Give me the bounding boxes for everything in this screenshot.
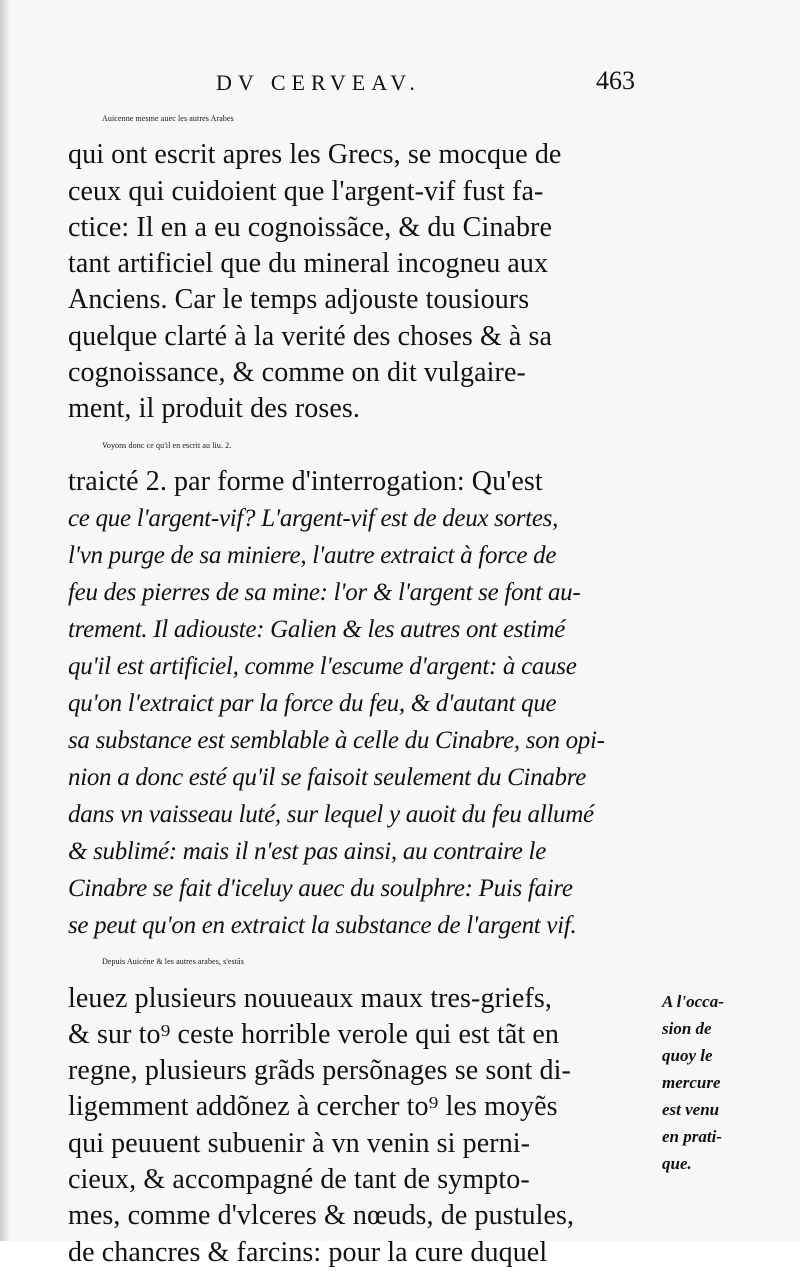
text-line: & sublimé: mais il n'est pas ainsi, au contraire le <box>68 838 546 866</box>
text-line: ceux qui cuidoient que l'argent-vif fust fa- <box>68 175 544 207</box>
text-line: qu'il est artificiel, comme l'escume d'argent: à cause <box>68 653 577 681</box>
text-line: trement. Il adiouste: Galien & les autres ont estimé <box>68 616 566 644</box>
margin-note <box>662 988 782 1177</box>
text-line: Cinabre se fait d'iceluy auec du soulphre: Puis faire <box>68 875 573 903</box>
text-line: l'vn purge de sa miniere, l'autre extraict à force de <box>68 542 557 570</box>
text-line: Voyons donc ce qu'il en escrit au liu. 2. <box>102 440 232 450</box>
text-line: ce que l'argent-vif? L'argent-vif est de deux sortes, <box>68 505 559 533</box>
running-head: DV CERVEAV. <box>216 70 421 95</box>
margin-note-line: en prati- <box>662 1127 722 1146</box>
text-line: qui peuuent subuenir à vn venin si perni- <box>68 1127 531 1159</box>
text-line: dans vn vaisseau luté, sur lequel y auoit du feu allumé <box>68 801 594 829</box>
text-line: cognoissance, & comme on dit vulgaire- <box>68 357 526 389</box>
margin-note-line: que. <box>662 1154 692 1173</box>
text-line: quelque clarté à la verité des choses & à sa <box>68 320 553 352</box>
text-line: nion a donc esté qu'il se faisoit seulement du Cinabre <box>68 764 587 792</box>
body-text <box>68 101 648 1271</box>
page-number: 463 <box>596 66 635 95</box>
text-line: regne, plusieurs grãds persõnages se sont di- <box>68 1055 571 1087</box>
text-line: traicté 2. par forme d'interrogation: Qu'est <box>68 465 543 497</box>
text-line: cieux, & accompagné de tant de sympto- <box>68 1164 530 1196</box>
margin-note-line: mercure <box>662 1073 721 1092</box>
text-line: ment, il produit des roses. <box>68 393 360 425</box>
text-line: ctice: Il en a eu cognoissãce, & du Cinabre <box>68 211 553 243</box>
margin-note-line: sion de <box>662 1019 712 1038</box>
page-edge-shadow <box>0 0 10 1241</box>
text-line: leuez plusieurs nouueaux maux tres-griefs, <box>68 982 552 1014</box>
text-line: Auicenne mesme auec les autres Arabes <box>102 114 234 123</box>
margin-note-line: est venu <box>662 1100 720 1119</box>
text-line: qu'on l'extraict par la force du feu, & d'autant que <box>68 690 557 718</box>
text-line: de chancres & farcins: pour la cure duquel <box>68 1236 548 1268</box>
text-line: sa substance est semblable à celle du Cinabre, son opi- <box>68 727 605 755</box>
text-line: mes, comme d'vlceres & nœuds, de pustules, <box>68 1200 575 1232</box>
margin-note-line: A l'occa- <box>662 992 724 1011</box>
text-line: Depuis Auicéne & les autres arabes, s'estãs <box>102 957 244 967</box>
margin-note-line: quoy le <box>662 1046 713 1065</box>
text-line: se peut qu'on en extraict la substance de l'argent vif. <box>68 912 577 940</box>
text-line: tant artificiel que du mineral incogneu aux <box>68 248 549 280</box>
text-line: feu des pierres de sa mine: l'or & l'argent se font au- <box>68 579 581 607</box>
text-line: ligemment addõnez à cercher to⁹ les moyẽs <box>68 1091 558 1123</box>
text-line: qui ont escrit apres les Grecs, se mocque de <box>68 139 562 171</box>
text-line: Anciens. Car le temps adjouste tousiours <box>68 284 530 316</box>
text-line: & sur to⁹ ceste horrible verole qui est tãt en <box>68 1018 559 1050</box>
